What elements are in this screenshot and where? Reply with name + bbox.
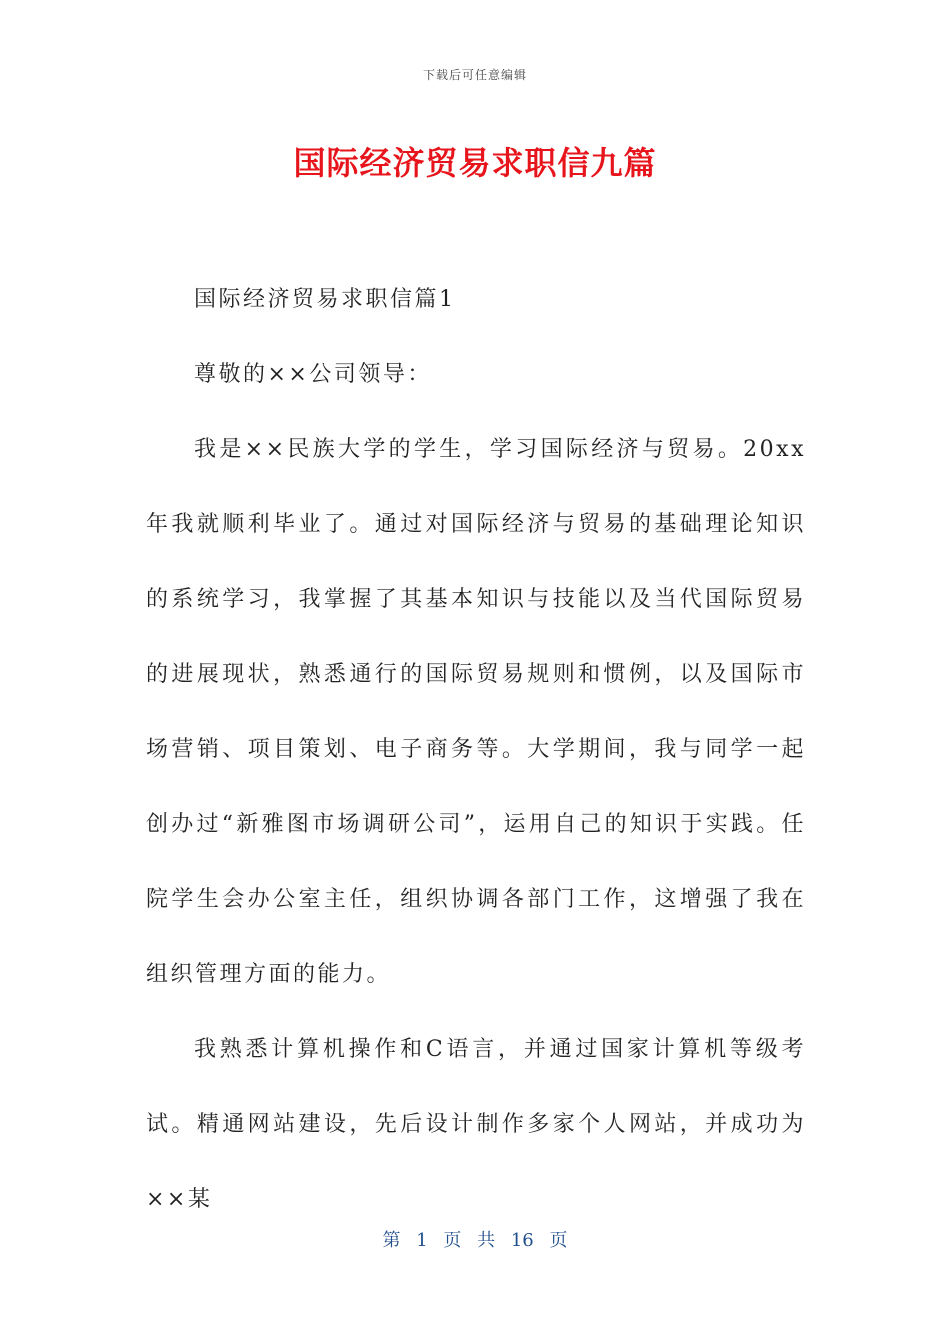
header-note: 下载后可任意编辑 bbox=[422, 68, 527, 82]
page-number: 第 1 页 共 16 页 bbox=[382, 1230, 568, 1251]
section-heading: 国际经济贸易求职信篇1 bbox=[194, 287, 456, 312]
body-paragraph: 我熟悉计算机操作和C语言，并通过国家计算机等级考试。精通网站建设，先后设计制作多家个人网站，并成功为××某 bbox=[146, 1037, 806, 1212]
body-paragraph: 我是××民族大学的学生，学习国际经济与贸易。20xx年我就顺利毕业了。通过对国际经济与贸易的基础理论知识的系统学习，我掌握了其基本知识与技能以及当代国际贸易的进展现状，熟悉通行的国际贸易规则和惯例，以及国际市场营销、项目策划、电子商务等。大学期间，我与同学一起创办过“新雅图市场调研公司”，运用自己的知识于实践。任院学生会办公室主任，组织协调各部门工作，这增强了我在组织管理方面的能力。 bbox=[146, 437, 806, 987]
document-body bbox=[146, 262, 806, 1237]
document-title: 国际经济贸易求职信九篇 bbox=[293, 144, 657, 182]
salutation: 尊敬的××公司领导： bbox=[194, 362, 432, 387]
